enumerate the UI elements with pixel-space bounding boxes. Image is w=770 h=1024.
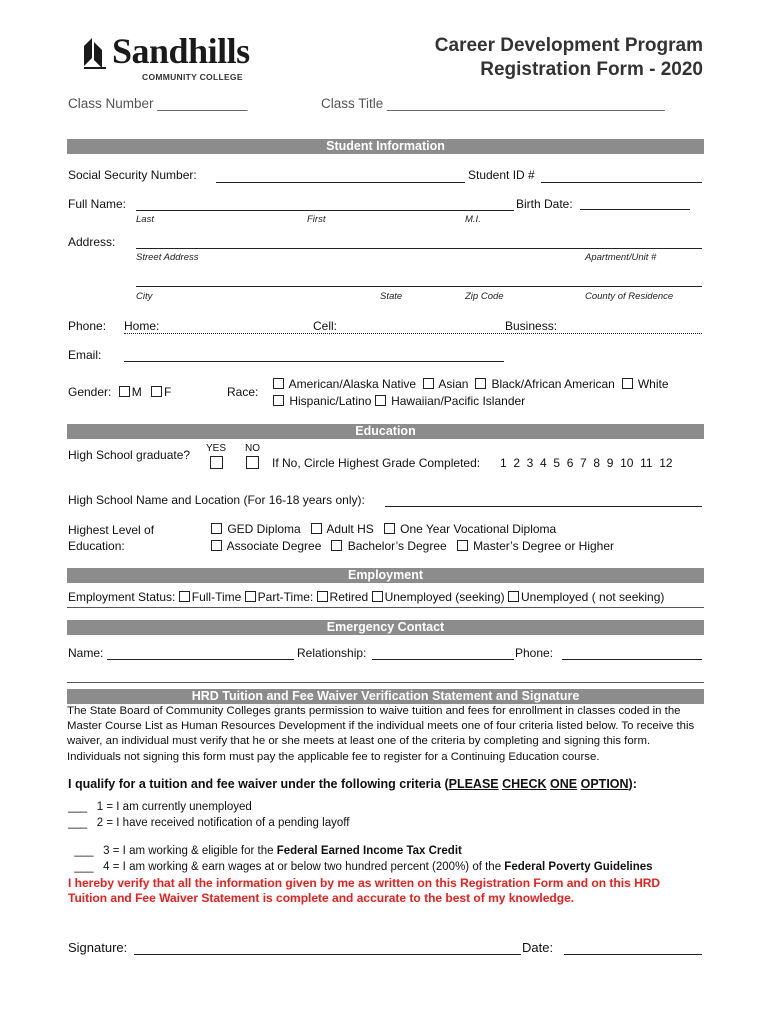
associate-label: Associate Degree	[226, 539, 322, 553]
full-name-label: Full Name:	[68, 197, 127, 211]
race-hawaiian-checkbox[interactable]	[375, 395, 386, 406]
date-field[interactable]	[564, 954, 702, 955]
qualify-end: ):	[628, 777, 637, 791]
master-checkbox[interactable]	[457, 540, 468, 551]
emergency-name-label: Name:	[68, 646, 104, 660]
student-id-field[interactable]	[541, 182, 702, 183]
city-caption: City	[136, 291, 153, 302]
ssn-label: Social Security Number:	[68, 168, 197, 182]
race-american-alaska-label: American/Alaska Native	[288, 377, 417, 391]
hs-grad-yes-checkbox[interactable]	[210, 456, 223, 469]
criteria-2-blank[interactable]: ___	[68, 817, 88, 829]
full-time-label: Full-Time	[191, 590, 242, 604]
logo-subtitle: COMMUNITY COLLEGE	[142, 72, 243, 82]
hrd-top-divider	[67, 682, 704, 683]
birth-date-label: Birth Date:	[516, 197, 573, 211]
full-time-checkbox[interactable]	[179, 591, 190, 602]
cell-label: Cell:	[313, 319, 338, 333]
criteria-2	[68, 817, 349, 829]
criteria-4-bold: Federal Poverty Guidelines	[504, 861, 653, 873]
vocational-checkbox[interactable]	[384, 523, 395, 534]
class-title-field[interactable]: Class Title _____________________________________	[321, 96, 665, 111]
ssn-field[interactable]	[216, 182, 465, 183]
street-address-field[interactable]	[136, 248, 702, 249]
unemployed-not-seeking-checkbox[interactable]	[508, 591, 519, 602]
race-white-checkbox[interactable]	[622, 378, 633, 389]
signature-label: Signature:	[68, 940, 128, 955]
emergency-phone-label: Phone:	[515, 646, 554, 660]
ged-label: GED Diploma	[227, 522, 301, 536]
form-title-line1: Career Development Program	[434, 35, 703, 56]
employment-status-label: Employment Status:	[68, 590, 176, 604]
logo-name: Sandhills	[112, 31, 250, 71]
home-label: Home:	[124, 319, 160, 333]
signature-field[interactable]	[134, 954, 521, 955]
race-black-checkbox[interactable]	[475, 378, 486, 389]
county-caption: County of Residence	[585, 291, 674, 302]
last-caption: Last	[136, 214, 154, 225]
emergency-relationship-field[interactable]	[372, 659, 514, 660]
race-hispanic-label: Hispanic/Latino	[289, 394, 372, 408]
street-caption: Street Address	[136, 252, 199, 263]
phone-field[interactable]	[124, 333, 702, 334]
criteria-3-text: 3 = I am working & eligible for the	[103, 845, 277, 857]
class-number-field[interactable]: Class Number ____________	[68, 96, 248, 111]
highest-level-label-1: Highest Level of	[68, 523, 155, 537]
race-row-2	[273, 394, 525, 408]
hs-grad-label: High School graduate?	[68, 448, 191, 462]
race-hawaiian-label: Hawaiian/Pacific Islander	[391, 394, 526, 408]
section-employment: Employment	[67, 568, 704, 583]
apt-caption: Apartment/Unit #	[585, 252, 657, 263]
criteria-4-text: 4 = I am working & earn wages at or below two hundred percent (200%) of the	[103, 861, 505, 873]
criteria-3-bold: Federal Earned Income Tax Credit	[276, 845, 462, 857]
email-field[interactable]	[124, 361, 504, 362]
hs-name-field[interactable]	[385, 506, 702, 507]
gender-f-checkbox[interactable]	[151, 386, 162, 397]
qualify-heading	[68, 777, 637, 791]
bachelor-label: Bachelor’s Degree	[347, 539, 447, 553]
hs-name-label: High School Name and Location (For 16-18 years only):	[68, 493, 365, 507]
associate-checkbox[interactable]	[211, 540, 222, 551]
retired-label: Retired	[329, 590, 369, 604]
date-label: Date:	[522, 940, 554, 955]
email-label: Email:	[68, 348, 102, 362]
part-time-checkbox[interactable]	[245, 591, 256, 602]
mi-caption: M.I.	[465, 214, 481, 225]
criteria-1-blank[interactable]: ___	[68, 801, 88, 813]
emergency-relationship-label: Relationship:	[297, 646, 367, 660]
hs-grad-no-checkbox[interactable]	[246, 456, 259, 469]
criteria-4	[68, 849, 653, 873]
emergency-name-field[interactable]	[107, 659, 294, 660]
unemployed-seeking-label: Unemployed (seeking)	[384, 590, 505, 604]
state-caption: State	[380, 291, 403, 302]
education-row-2	[211, 539, 614, 553]
qualify-text: I qualify for a tuition and fee waiver under the following criteria (	[68, 777, 449, 791]
employment-divider	[67, 607, 704, 608]
unemployed-not-seeking-label: Unemployed ( not seeking)	[520, 590, 665, 604]
employment-status-row	[68, 590, 664, 604]
race-white-label: White	[637, 377, 669, 391]
criteria-3-blank[interactable]: ___	[74, 845, 94, 857]
retired-checkbox[interactable]	[317, 591, 328, 602]
vocational-label: One Year Vocational Diploma	[400, 522, 557, 536]
race-hispanic-checkbox[interactable]	[273, 395, 284, 406]
ged-checkbox[interactable]	[211, 523, 222, 534]
criteria-2-text: 2 = I have received notification of a pending layoff	[96, 817, 350, 829]
part-time-label: Part-Time:	[257, 590, 314, 604]
bachelor-checkbox[interactable]	[331, 540, 342, 551]
race-asian-label: Asian	[438, 377, 469, 391]
form-title-line2: Registration Form - 2020	[480, 59, 703, 80]
qualify-check: CHECK	[502, 777, 547, 791]
verification-line-1: I hereby verify that all the information given by me as written on this Registration Form and on this HRD	[68, 876, 661, 890]
section-hrd: HRD Tuition and Fee Waiver Verification Statement and Signature	[67, 689, 704, 704]
phone-label: Phone:	[68, 319, 107, 333]
criteria-4-blank[interactable]: ___	[74, 861, 94, 873]
gender-m-checkbox[interactable]	[119, 386, 130, 397]
gender-f-label: F	[164, 385, 172, 399]
if-no-label: If No, Circle Highest Grade Completed:	[272, 456, 481, 470]
criteria-1-text: 1 = I am currently unemployed	[96, 801, 252, 813]
master-label: Master’s Degree or Higher	[473, 539, 615, 553]
emergency-phone-field[interactable]	[562, 659, 702, 660]
student-id-label: Student ID #	[468, 168, 535, 182]
qualify-one: ONE	[550, 777, 578, 791]
no-label: NO	[245, 443, 260, 454]
race-asian-checkbox[interactable]	[423, 378, 434, 389]
zip-caption: Zip Code	[465, 291, 504, 302]
form-title	[435, 34, 703, 82]
gender-m-label: M	[131, 385, 142, 399]
race-label: Race:	[227, 385, 259, 399]
highest-level-label-2: Education:	[68, 539, 125, 553]
race-black-label: Black/African American	[491, 377, 615, 391]
unemployed-seeking-checkbox[interactable]	[372, 591, 383, 602]
qualify-please: PLEASE	[448, 777, 499, 791]
section-emergency-contact: Emergency Contact	[67, 620, 704, 635]
first-caption: First	[307, 214, 326, 225]
full-name-field[interactable]	[136, 210, 514, 211]
gender-group	[68, 385, 171, 399]
college-logo	[82, 31, 272, 84]
qualify-option: OPTION	[580, 777, 629, 791]
business-label: Business:	[505, 319, 558, 333]
race-row-1	[273, 377, 669, 391]
logo-mark-icon	[82, 36, 108, 70]
section-student-information: Student Information	[67, 139, 704, 154]
hrd-paragraph: The State Board of Community Colleges grants permission to waive tuition and fees for enrollment in classes coded in the Master Course List as Human Resources Development if the individual meets one of four criteria listed below. To receive this waiver, an individual must verify that he or she meets at least one of the criteria by completing and signing this form. Individuals not signing this form must pay the applicable fee to register for a Continuing Education course.	[67, 705, 695, 763]
address-label: Address:	[68, 235, 116, 249]
section-education: Education	[67, 424, 704, 439]
criteria-1	[68, 801, 252, 813]
adult-hs-label: Adult HS	[326, 522, 374, 536]
adult-hs-checkbox[interactable]	[311, 523, 322, 534]
grade-options[interactable]: 1 2 3 4 5 6 7 8 9 10 11 12	[500, 456, 673, 470]
verification-line-2: Tuition and Fee Waiver Statement is complete and accurate to the best of my knowledge.	[68, 891, 575, 905]
gender-label: Gender:	[68, 385, 112, 399]
birth-date-field[interactable]	[580, 209, 690, 210]
city-state-zip-field[interactable]	[136, 286, 702, 287]
education-row-1	[211, 522, 556, 536]
race-american-alaska-checkbox[interactable]	[273, 378, 284, 389]
yes-label: YES	[206, 443, 227, 454]
